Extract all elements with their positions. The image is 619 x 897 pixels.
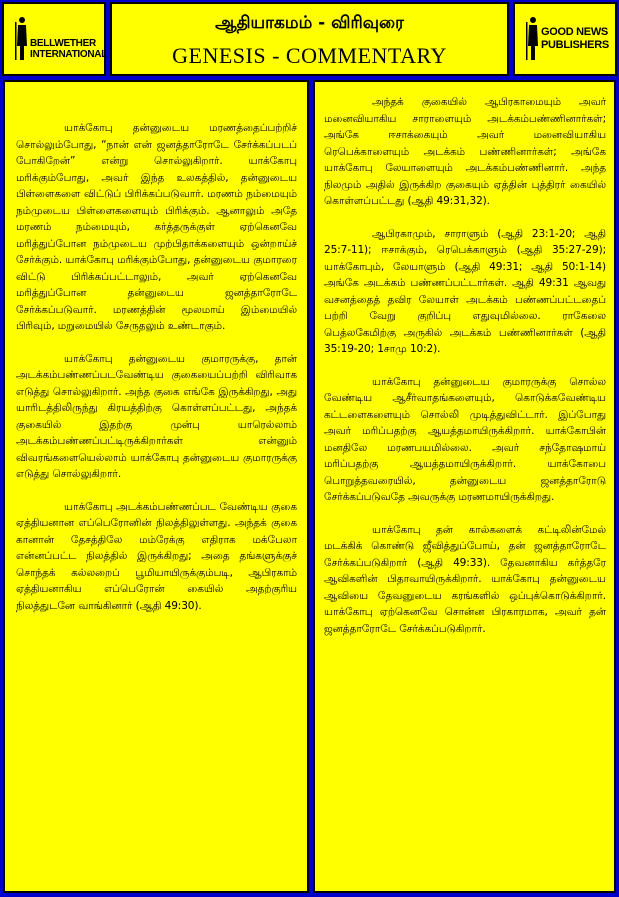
title-banner (110, 2, 509, 76)
bellwether-logo-text: BELLWETHER INTERNATIONAL (30, 38, 108, 60)
good-news-logo-text: GOOD NEWS PUBLISHERS (541, 26, 609, 51)
shepherd-figure-icon (525, 16, 539, 62)
left-column (3, 80, 309, 893)
paragraph: யாக்கோபு அடக்கம்பண்ணப்பட வேண்டிய குகை ஏத்தியனான எப்பெரோனின் நிலத்திலுள்ளது. அந்தக் குகை கானான் தேசத்திலே மம்ரேக்கு எதிராக மக்பேலா என்னப்பட்ட நிலத்தில் இருக்கிறது; அதை தங்களுக்குச் சொந்தக் கல்லறைப் பூமியாயிருக்கும்படி, ஆபிரகாம் ஏத்தியனாகிய எப்பெரோன் கையில் அதற்குரிய நிலத்துடனே வாங்கினார் (ஆதி 49:30). (16, 500, 297, 612)
publisher-logo-right (513, 2, 617, 76)
paragraph: யாக்கோபு தன்னுடைய மரணத்தைப்பற்றிச் சொல்லும்போது, “நான் என் ஜனத்தாரோடே சேர்க்கப்படப் போகிறேன்” என்று சொல்லுகிறார். யாக்கோபு மரிக்கும்போது, அவர் இந்த உலகத்தில், தன்னுடைய பிள்ளைகளை விட்டுப் பிரிக்கப்படுவார். மரணம் நம்மையும் நம்முடைய பிள்ளைகளையும் பிரிக்கும். ஆனாலும் அதே மரணம் நம்மையும், கர்த்தருக்குள் ஏற்கெனவே மரித்துப்போன நம்முடைய முற்பிதாக்களையும் ஒன்றாய்ச் சேர்க்கும். யாக்கோபு மரிக்கும்போது, தன்னுடைய குமாரரை விட்டு பிரிக்கப்பட்டாலும், அவர் ஏற்கெனவே மரித்துப்போன தன்னுடைய ஜனத்தாரோடே சேர்க்கப்படுவார். மரணத்தின் மூலமாய் இம்மையில் பிரிவும், மறுமையில் சேருதலும் உண்டாகும். (16, 122, 297, 332)
paragraph: யாக்கோபு தன்னுடைய குமாரருக்கு, தான் அடக்கம்பண்ணப்படவேண்டிய குகையைப்பற்றி விரிவாக எடுத்து சொல்லுகிறார். அந்த குகை எங்கே இருக்கிறது, அது யாரிடத்திலிருந்து கிரயத்திற்கு கொள்ளப்பட்டது, அந்தக் குகையில் இதற்கு முன்பு யாரெல்லாம் அடக்கம்பண்ணப்பட்டிருக்கிறார்கள் என்னும் விவரங்களையெல்லாம் யாக்கோபு தன்னுடைய குமாரருக்கு எடுத்து சொல்லுகிறார். (16, 352, 297, 480)
title-tamil: ஆதியாகமம் - விரிவுரை (215, 13, 404, 33)
publisher-logo-left (2, 2, 106, 76)
title-english: GENESIS - COMMENTARY (172, 43, 447, 68)
paragraph: யாக்கோபு தன் கால்களைக் கட்டிலின்மேல் மடக்கிக் கொண்டு ஜீவித்துப்போய், தன் ஜனத்தாரோடே சேர்க்கப்படுகிறார் (ஆதி 49:33). தேவனாகிய கர்த்தரே ஆவிகளின் பிதாவாயிருக்கிறார். யாக்கோபு தன்னுடைய ஆவியை தேவனுடைய கரங்களில் ஒப்புக்கொடுக்கிறார். யாக்கோபு ஏற்கெனவே சொன்ன பிரகாரமாக, அவர் தன் ஜனத்தாரோடே சேர்க்கப்படுகிறார். (324, 523, 606, 635)
bellwether-logo (10, 14, 108, 70)
paragraph: ஆபிரகாமும், சாராளும் (ஆதி 23:1-20; ஆதி 25:7-11); ஈசாக்கும், ரெபெக்காளும் (ஆதி 35:27-29); யாக்கோபும், லேயாளும் (ஆதி 49:31; ஆதி 50:1-14) அங்கே அடக்கம் பண்ணப்பட்டார்கள். ஆதி 49:31 ஆவது வசனத்தைத் தவிர லேயாள் அடக்கம் பண்ணப்பட்டதைப் பற்றி வேறு குறிப்பு எதுவுமில்லை. ராகேலை பெத்லகேமிற்கு அருகில் அடக்கம் பண்ணினார்கள் (ஆதி 35:19-20; 1சாமு 10:2). (324, 227, 606, 355)
paragraph: யாக்கோபு தன்னுடைய குமாரருக்கு சொல்ல வேண்டிய ஆசீர்வாதங்களையும், கொடுக்கவேண்டிய கட்டளைகளையும் சொல்லி முடித்துவிட்டார். இப்போது அவர் மரிப்பதற்கு ஆயத்தமாயிருக்கிறார். யாக்கோபின் மனதிலே மரணபயமில்லை. அவர் சந்தோஷமாய் மரிப்பதற்கு ஆயத்தமாயிருக்கிறார். யாக்கோபை பொறுத்தவரையில், தன்னுடைய ஜனத்தாரோடு சேர்க்கப்படுவதே அவருக்கு மரணமாயிருக்கிறது. (324, 375, 606, 503)
right-column (313, 80, 616, 893)
shepherd-figure-icon (14, 16, 28, 62)
good-news-logo (521, 14, 613, 70)
paragraph: அந்தக் குகையில் ஆபிரகாமையும் அவர் மனைவியாகிய சாராளையும் அடக்கம்பண்ணினார்கள்; அங்கே ஈசாக்கையும் அவர் மனைவியாகிய ரெபெக்காளையும் அடக்கம் பண்ணினார்கள்; அங்கே யாக்கோபு லேயாளையும் அடக்கம்பண்ணினார். அந்த நிலமும் அதில் இருக்கிற குகையும் ஏத்தின் புத்திரர் கையில் கொள்ளப்பட்டது (ஆதி 49:31,32). (324, 96, 606, 207)
